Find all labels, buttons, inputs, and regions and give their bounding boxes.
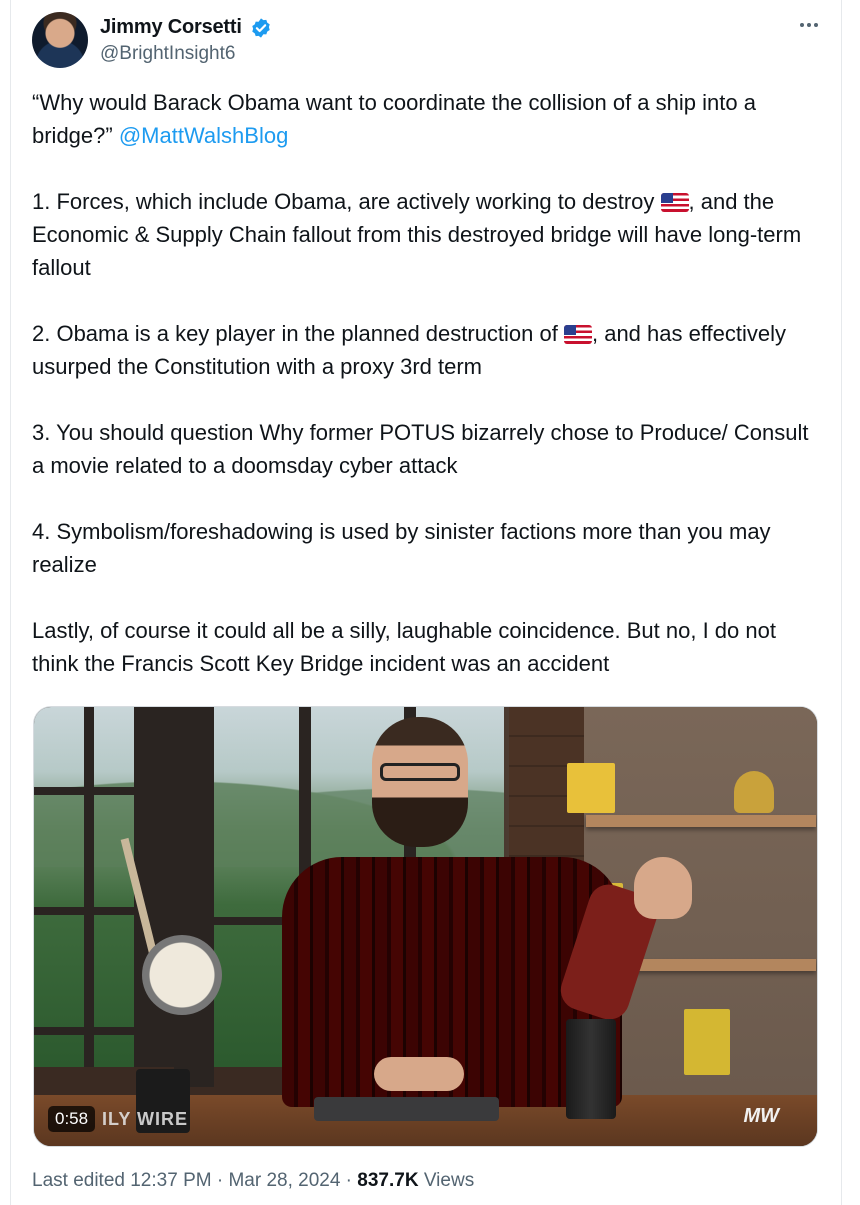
user-handle[interactable]: @BrightInsight6 (100, 43, 236, 64)
tweet-meta (32, 1170, 474, 1192)
edited-timestamp[interactable]: Last edited 12:37 PM · Mar 28, 2024 · (32, 1170, 358, 1191)
video-thumbnail (34, 707, 817, 1146)
video-duration-badge: 0:58 (48, 1106, 95, 1132)
video-player[interactable] (33, 706, 818, 1147)
us-flag-icon (661, 193, 689, 212)
intro-text: “Why would Barack Obama want to coordinate the collision of a ship into a bridge?” (32, 90, 756, 148)
tweet-point-4: 4. Symbolism/foreshadowing is used by sinister factions more than you may realize (32, 519, 771, 577)
verified-badge-icon[interactable] (250, 17, 272, 39)
tweet-point-1 (32, 185, 822, 284)
author-names (100, 16, 272, 65)
tweet-point-3: 3. You should question Why former POTUS bizarrely chose to Produce/ Consult a movie related to a doomsday cyber attack (32, 420, 809, 478)
point-1-text-b: , and the Economic & Supply Chain fallout from this destroyed bridge will have long-term fallout (32, 189, 802, 280)
channel-logo: MW (743, 1105, 779, 1127)
more-options-icon[interactable] (798, 14, 828, 38)
point-1-text-a: 1. Forces, which include Obama, are actively working to destroy (32, 189, 661, 214)
tweet-header (32, 12, 832, 72)
display-name[interactable]: Jimmy Corsetti (100, 16, 242, 38)
tweet-point-2 (32, 317, 822, 383)
point-2-text-b: , and has effectively usurped the Constitution with a proxy 3rd term (32, 321, 787, 379)
point-2-text-a: 2. Obama is a key player in the planned destruction of (32, 321, 564, 346)
views-label: Views (418, 1170, 475, 1191)
video-watermark: ILY WIRE (102, 1109, 189, 1129)
tweet-text (32, 86, 822, 713)
us-flag-icon (564, 325, 592, 344)
mention-link[interactable]: @MattWalshBlog (118, 123, 289, 148)
tweet-closing: Lastly, of course it could all be a silly, laughable coincidence. But no, I do not think the Francis Scott Key Bridge incident was an accident (32, 618, 776, 676)
views-count: 837.7K (357, 1170, 419, 1191)
avatar[interactable] (32, 12, 88, 68)
tweet-intro (32, 86, 822, 152)
